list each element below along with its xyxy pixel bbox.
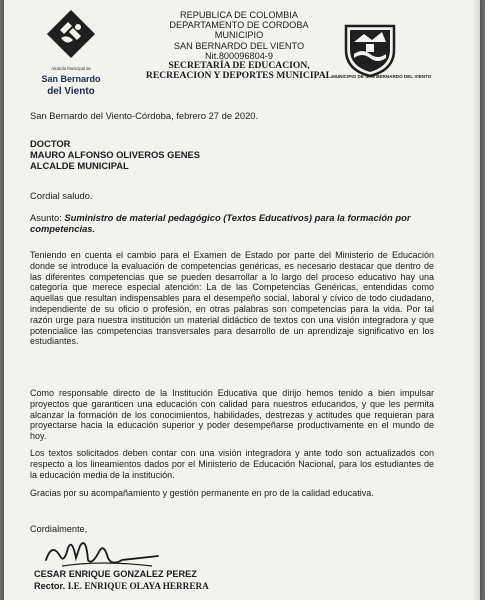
letter-date: San Bernardo del Viento-Córdoba, febrero 27 de 2020. xyxy=(30,110,259,121)
recipient-line: DOCTOR xyxy=(30,138,71,149)
signer-institution: I.E. ENRIQUE OLAYA HERRERA xyxy=(67,581,209,591)
header-line: MUNICIPIO xyxy=(214,30,264,41)
subject-text: Suministro de material pedagógico (Textos Educativos) para la formación por competencias. xyxy=(30,212,411,234)
header-line: REPUBLICA DE COLOMBIA xyxy=(180,10,298,20)
body-paragraph: Gracias por su acompañamiento y gestión permanente en pro de la calidad educativa. xyxy=(30,488,374,498)
logo-small-text: Alcaldía Municipal de xyxy=(51,66,91,71)
header-line: DEPARTAMENTO DE CORDOBA xyxy=(169,20,309,31)
seal-caption: MUNICIPIO DE SAN BERNARDO DEL VIENTO xyxy=(332,74,432,79)
logo-name-line1: San Bernardo xyxy=(41,74,101,84)
subject-label: Asunto: xyxy=(30,212,62,223)
recipient-line: ALCALDE MUNICIPAL xyxy=(30,160,129,171)
recipient-line: MAURO ALFONSO OLIVEROS GENES xyxy=(30,149,200,160)
signer-block xyxy=(34,568,209,592)
signer-title-label: Rector. xyxy=(34,581,66,591)
signer-name: CESAR ENRIQUE GONZALEZ PEREZ xyxy=(34,569,197,579)
header-secretaria: RECREACION Y DEPORTES MUNICIPAL xyxy=(145,70,333,82)
subject-line xyxy=(30,212,430,234)
body-paragraph: Como responsable directo de la Institución Educativa que dirijo hemos tenido a bien impulsar proyectos que garanticen una educación con calidad para nuestros educandos, y que les permita alcanzar la formación de los conocimientos, habilidades, destrezas y actitudes que requieran para proyectarse hacia la educación superior y poder desempeñarse productivamente en el mundo de hoy. xyxy=(30,388,434,442)
body-paragraph: Los textos solicitados deben contar con una visión integradora y ante todo son actualizados con respecto a los lineamientos dados por el Ministerio de Educación Nacional, para los estudiantes de la educación media de la institución. xyxy=(30,448,434,480)
page-edge-shadow xyxy=(472,0,480,600)
letter-page xyxy=(4,0,480,600)
body-paragraph: Teniendo en cuenta el cambio para el Examen de Estado por parte del Ministerio de Educación donde se introduce la evaluación de competencias genéricas, es necesario destacar que dentro de las diferentes competencias que se pueden desarrollar a lo largo del proceso educativo hay una categoría que merece especial atención: La de las Competencias Genéricas, entendidas como aquellas que resultan indispensables para el desempeño social, laboral y cívico de todo ciudadano, independiente de su oficio o profesión, en otras palabras son competencias para la vida. Por tal razón urge para nuestra institución un material didáctico de textos con una visión integradora y que potencialice las competencias transversales para desarrollo de un aprendizaje significativo en los estudiantes. xyxy=(30,250,434,347)
closing: Cordialmente, xyxy=(30,524,88,534)
municipal-logo-icon xyxy=(40,10,102,102)
municipal-seal-icon xyxy=(338,20,402,80)
header-line: SAN BERNARDO DEL VIENTO xyxy=(173,40,305,51)
recipient-block xyxy=(30,138,200,171)
logo-name-line2: del Viento xyxy=(47,86,95,97)
greeting: Cordial saludo. xyxy=(30,190,93,201)
letterhead xyxy=(124,10,354,81)
header-line: Nit.800096804-9 xyxy=(205,50,273,61)
header-secretaria: SECRETARÍA DE EDUCACION, xyxy=(168,60,310,72)
